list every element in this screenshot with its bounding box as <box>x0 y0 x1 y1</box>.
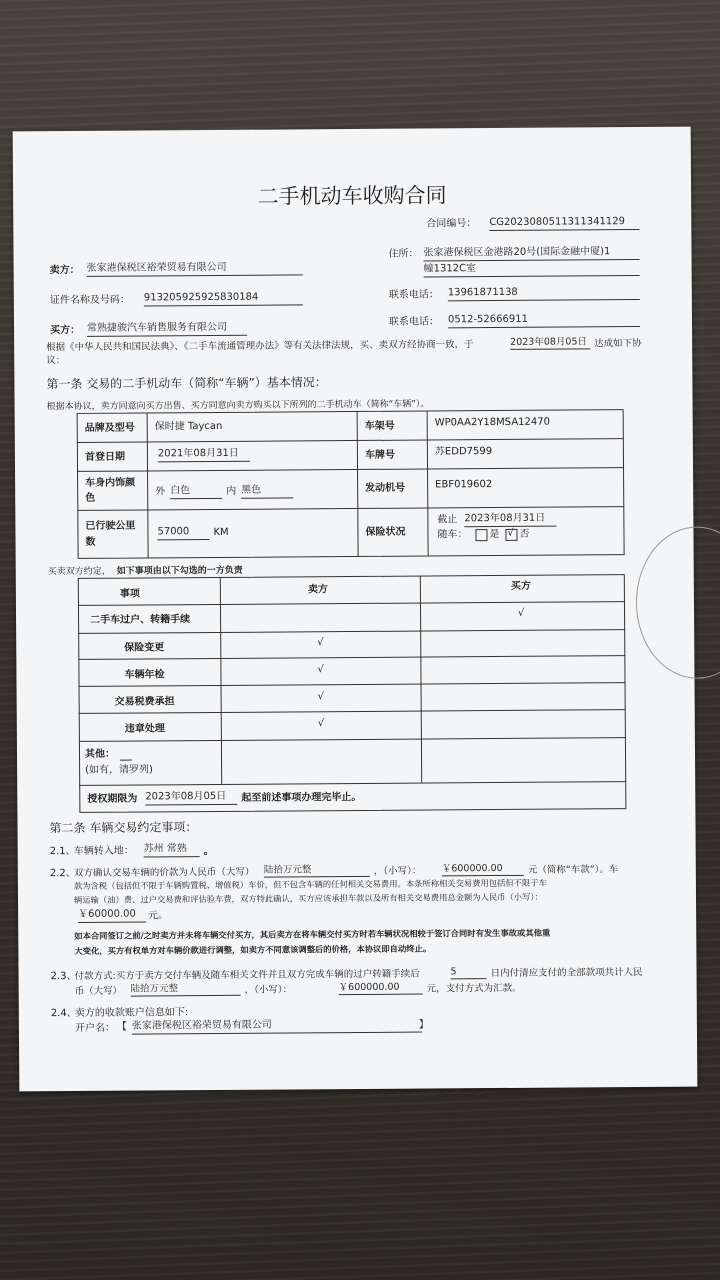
seller-name: 张家港保税区裕荣贸易有限公司 <box>87 261 303 276</box>
clause-2-1-end: 。 <box>203 845 214 858</box>
duties-table <box>78 574 627 813</box>
insurance-label: 保险状况 <box>365 526 406 538</box>
duty-other-label: 其他： <box>84 748 116 760</box>
duties-header-buyer: 买方 <box>510 580 531 592</box>
buyer-name: 常熟捷骏汽车销售服务有限公司 <box>87 322 247 337</box>
contract-no-label: 合同编号： <box>426 218 477 230</box>
duty-row-buyer: √ <box>517 607 525 619</box>
article1-intro: 根据本协议，卖方同意向买方出售、买方同意向卖方购买以下所列的二手机动车（简称“车辆”）。 <box>46 399 430 413</box>
interior-color: 黑色 <box>241 484 293 498</box>
duty-row-label: 二手车过户、转籍手续 <box>90 614 191 626</box>
clause-2-3-line2b: ，（小写）： <box>244 984 293 996</box>
duty-row-seller: √ <box>317 664 324 676</box>
article1-heading: 第一条 交易的二手机动车（简称“车辆”）基本情况： <box>46 375 327 392</box>
duty-row-seller: √ <box>317 637 324 649</box>
seller-address-2: 幢1312C室 <box>424 262 640 277</box>
ins-no-checkbox <box>505 529 517 541</box>
seller-id: 913205925925830184 <box>144 291 303 306</box>
bracket-open: 【 <box>116 1021 127 1033</box>
buyer-label: 买方： <box>50 324 81 337</box>
engine-label: 发动机号 <box>365 482 406 494</box>
check-mark-icon: √ <box>507 527 514 539</box>
contract-sheet <box>13 127 698 1092</box>
clause-2-3-days: 5 <box>450 966 486 979</box>
clause-2-2-fee: ￥60000.00 <box>78 908 146 922</box>
ins-until-prefix: 截止 <box>437 514 458 526</box>
account-holder-label: 开户名： <box>74 1022 115 1034</box>
duty-row-seller: √ <box>317 718 325 730</box>
clause-2-1-label: 车辆转入地： <box>73 845 134 857</box>
reg-date-value: 2021年08月31日 <box>158 448 250 462</box>
contract-no: CG2023080511311341129 <box>489 216 639 231</box>
brand-value: 保时捷 Taycan <box>154 420 223 433</box>
duty-row-label: 保险变更 <box>124 642 165 654</box>
color-label-1: 车身内饰颜 <box>85 477 136 489</box>
ins-follow-label: 随车： <box>437 529 468 541</box>
seller-label: 卖方： <box>49 264 80 277</box>
seller-phone: 13961871138 <box>448 286 640 301</box>
duty-row-seller: √ <box>317 691 325 703</box>
intro-line1b: 达成如下协 <box>594 337 642 350</box>
clause-2-3-line1a: 付款方式:买方于卖方交付车辆及随车相关文件并且双方完成车辆的过户转籍手续后 <box>74 968 420 982</box>
clause-2-2-line2: 款为含税（包括但不限于车辆购置税、增值税）车价，但不包含车辆的任何相关交易费用。本条所称相关交易费用包括但不限于车 <box>73 877 547 891</box>
clause-2-3-upper: 陆拾万元整 <box>131 983 241 997</box>
duty-other-blank <box>120 760 132 761</box>
stamp-mark <box>635 526 720 679</box>
clause-2-3-lower: ￥600000.00 <box>339 982 423 995</box>
clause-2-4-line1: 卖方的收款账户信息如下: <box>74 1007 189 1019</box>
clause-2-2-line1a: 双方确认交易车辆的价款为人民币（大写） <box>73 866 255 879</box>
mileage-unit: KM <box>213 526 229 538</box>
mileage-label-1: 已行驶公里 <box>85 520 136 532</box>
seller-phone-label: 联系电话： <box>388 289 439 301</box>
clause-2-3-line2a: 币（大写） <box>74 985 123 997</box>
clause-2-2-number: 2.2、 <box>49 867 76 880</box>
deadline-suffix: 起至前述事项办理完毕止。 <box>241 791 362 804</box>
duties-intro-a: 买卖双方约定， <box>47 566 111 578</box>
duties-header-item: 事项 <box>119 588 140 600</box>
intro-line1a: 根据《中华人民共和国民法典》、《二手车流通管理办法》等有关法律法规，买、卖双方经协商一致，于 <box>46 339 474 354</box>
reg-date-label: 首登日期 <box>84 451 125 463</box>
color-label-2: 色 <box>85 492 96 504</box>
clause-2-2-line1b: ，（小写）： <box>373 865 422 877</box>
clause-2-3-line2c: 元，支付方式为汇款。 <box>426 982 522 995</box>
account-holder: 张家港保税区裕荣贸易有限公司 <box>132 1019 422 1035</box>
exterior-color: 白色 <box>170 485 222 499</box>
buyer-phone: 0512-52666911 <box>448 313 640 328</box>
plate-label: 车牌号 <box>364 449 395 461</box>
deadline-date: 2023年08月05日 <box>145 791 237 805</box>
ins-yes-checkbox <box>475 529 487 541</box>
clause-2-2-line4: 元。 <box>148 910 169 922</box>
clause-2-2-upper: 陆拾万元整 <box>264 864 370 878</box>
seller-address-label: 住所： <box>388 248 419 260</box>
clause-2-4-number: 2.4、 <box>50 1007 77 1020</box>
intro-date: 2023年08月05日 <box>510 336 590 349</box>
exterior-prefix: 外 <box>155 486 166 498</box>
mileage-value: 57000 <box>157 526 209 540</box>
clause-2-2-line3: 辆运输（油）费、过户交易费和评估验车费，双方特此确认，买方应该承担车款以及所有相关交易费用总金额为人民币（小写）： <box>73 891 543 905</box>
clause-2-1-value: 苏州 常熟 <box>144 843 200 857</box>
clause-2-2-lower: ￥600000.00 <box>442 863 524 876</box>
clause-2-2-line1c: 元（简称“车款”）。车 <box>527 864 619 876</box>
ins-no-label: 否 <box>519 528 530 540</box>
brand-label: 品牌及型号 <box>84 422 135 434</box>
clause-2-1-number: 2.1、 <box>49 845 76 858</box>
mileage-label-2: 数 <box>85 536 96 548</box>
intro-line2: 议： <box>46 355 66 367</box>
ins-until-date: 2023年08月31日 <box>464 513 556 527</box>
duty-row-label: 车辆年检 <box>124 669 165 681</box>
duties-intro-b: 如下事项由以下勾选的一方负责 <box>116 565 243 577</box>
seller-address-1: 张家港保税区金港路20号(国际金融中厦)1 <box>423 246 639 261</box>
contract-title: 二手机动车收购合同 <box>257 183 447 209</box>
buyer-phone-label: 联系电话： <box>388 316 440 328</box>
vin-label: 车架号 <box>364 420 395 432</box>
plate-value: 苏EDD7599 <box>434 446 493 458</box>
duty-other-note: (如有，请罗列) <box>85 764 153 776</box>
seller-id-label: 证件名称及号码： <box>49 294 130 307</box>
ins-yes-label: 是 <box>489 528 500 541</box>
adjustment-clause-1: 如本合同签订之前/之时卖方并未将车辆交付买方，其后卖方在将车辆交付买方时若车辆状况相较于签订合同时有发生事故或其他重 <box>74 927 551 941</box>
bracket-close: 】 <box>418 1019 429 1031</box>
vin-value: WP0AA2Y18MSA12470 <box>434 416 550 429</box>
article2-heading: 第二条 车辆交易约定事项： <box>49 820 198 836</box>
clause-2-3-number: 2.3、 <box>50 970 77 983</box>
interior-prefix: 内 <box>226 485 237 497</box>
duty-row-label: 交易税费承担 <box>114 696 175 708</box>
deadline-label: 授权期限为 <box>87 793 138 805</box>
clause-2-3-line1b: 日内付清应支付的全部款项共计人民 <box>490 967 643 980</box>
engine-value: EBF019602 <box>435 479 493 491</box>
duty-row-label: 违章处理 <box>124 723 165 735</box>
duties-header-seller: 卖方 <box>307 584 328 596</box>
adjustment-clause-2: 大变化，买方有权单方对车辆价款进行调整，如卖方不同意该调整后的价格，本协议即自动终止。 <box>74 943 432 956</box>
